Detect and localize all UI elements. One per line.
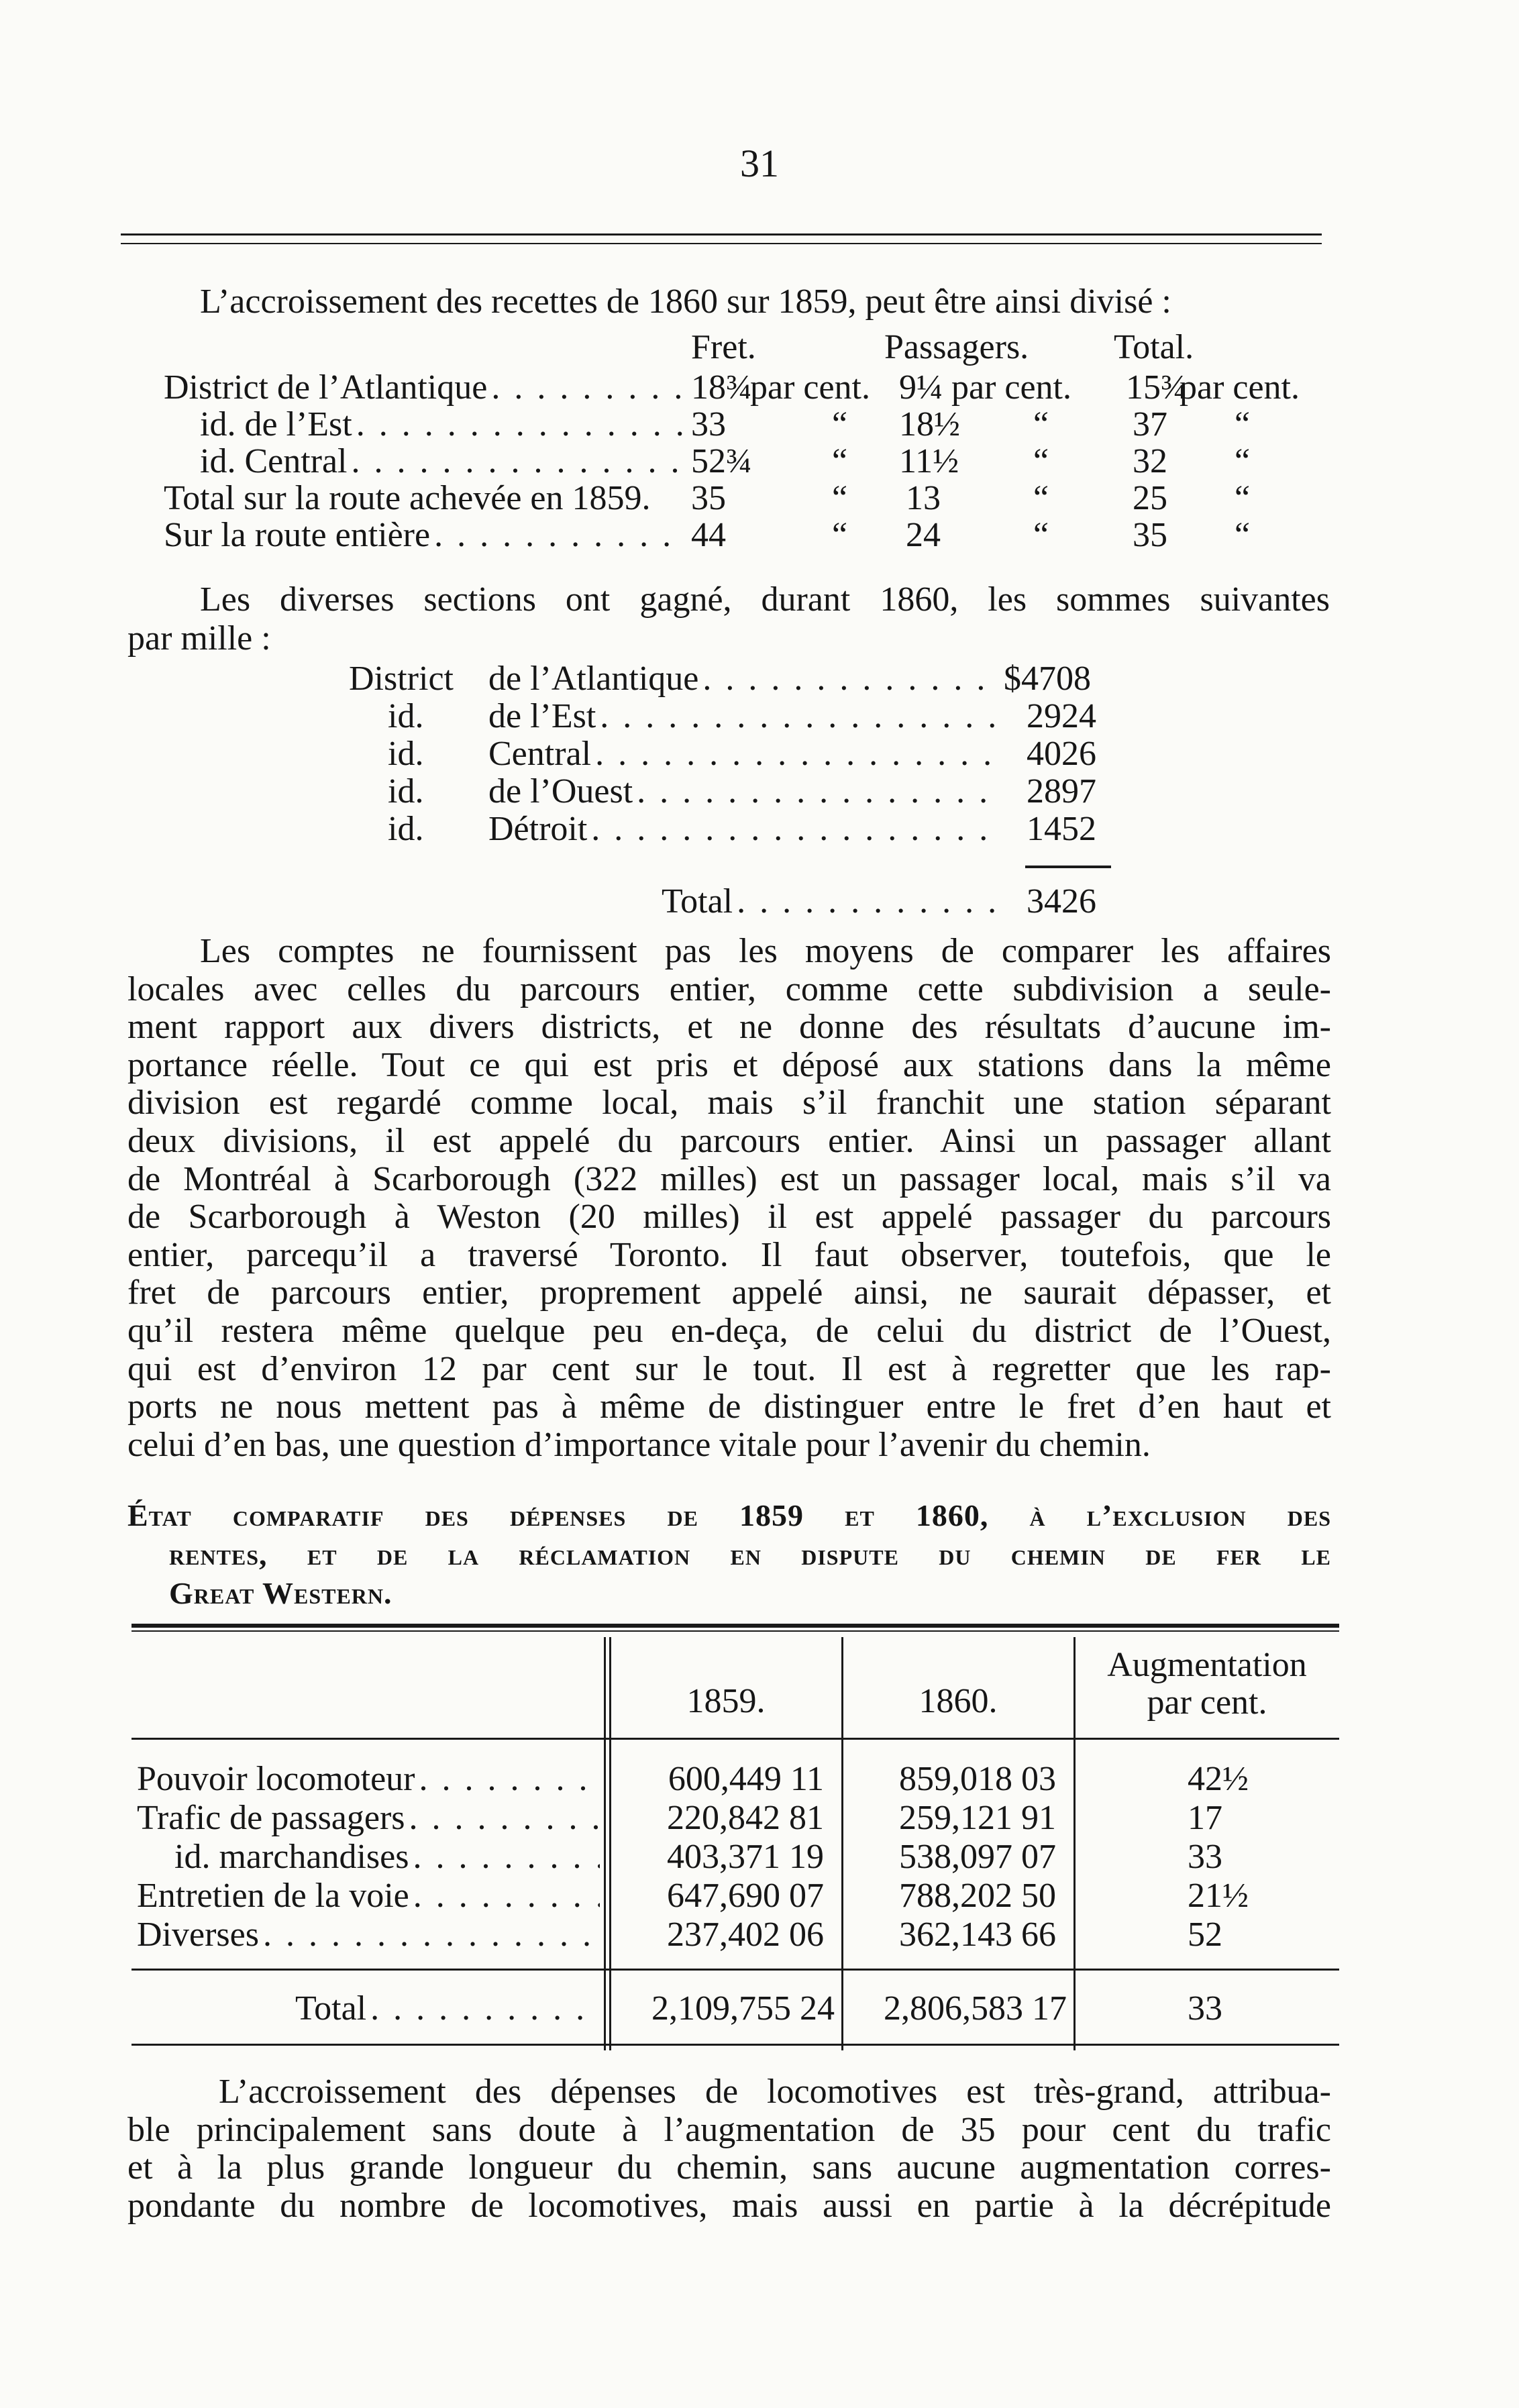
- sections-total-value: 3426: [1027, 882, 1096, 921]
- section-prefix: id.: [388, 810, 424, 848]
- expenses-row-1860: 788,202 50: [899, 1877, 1056, 1915]
- receipts-row-fret-unit: “: [832, 405, 848, 443]
- section-name: de l’Atlantique . . .: [488, 659, 998, 699]
- section-prefix: District: [349, 660, 454, 698]
- receipts-row-fret: 52¾: [691, 442, 752, 480]
- receipts-row-fret-unit: “: [832, 479, 848, 517]
- paragraph-line: ment rapport aux divers districts, et ne donne des résultats d’aucune im-: [127, 1008, 1331, 1047]
- paragraph-line: et à la plus grande longueur du chemin, sans aucune augmentation corres-: [127, 2149, 1331, 2187]
- paragraph-line: ble principalement sans doute à l’augmentation de 35 pour cent du trafic: [127, 2111, 1331, 2149]
- section-value: 1452: [1027, 810, 1096, 848]
- receipts-row-total: 37: [1133, 405, 1167, 443]
- expenses-row-1859: 403,371 19: [667, 1838, 824, 1876]
- expenses-header-1859: 1859.: [686, 1682, 766, 1720]
- paragraph-line: de Montréal à Scarborough (322 milles) est un passager local, mais s’il va: [127, 1160, 1331, 1198]
- paragraph-line: pondante du nombre de locomotives, mais aussi en partie à la décrépitude: [127, 2187, 1331, 2225]
- receipts-row-total-unit: “: [1235, 442, 1251, 480]
- receipts-header-fret: Fret.: [691, 328, 756, 366]
- expenses-row-1859: 600,449 11: [668, 1760, 824, 1798]
- expenses-row-aug: 17: [1188, 1799, 1222, 1837]
- expenses-row-1859: 237,402 06: [667, 1916, 824, 1954]
- receipts-row-label: id. Central . . .: [200, 441, 687, 482]
- receipts-row-total: 25: [1133, 479, 1167, 517]
- section-name: Central . . .: [488, 734, 998, 774]
- expenses-row-label: Pouvoir locomoteur . . .: [137, 1759, 600, 1799]
- heading-line-2: rentes, et de la réclamation en dispute du chemin de fer le: [169, 1537, 1332, 1571]
- receipts-row-label: District de l’Atlantique . . .: [164, 368, 687, 408]
- expenses-row-1859: 220,842 81: [667, 1799, 824, 1837]
- expenses-row-aug: 33: [1188, 1838, 1222, 1876]
- expenses-row-1860: 259,121 91: [899, 1799, 1056, 1837]
- receipts-row-fret: 33: [691, 405, 726, 443]
- receipts-row-passagers: 24: [906, 516, 941, 554]
- expenses-row-label: Entretien de la voie . . .: [137, 1876, 600, 1916]
- paragraph-line: qu’il restera même quelque peu en-deça, de celui du district de l’Ouest,: [127, 1312, 1331, 1350]
- expenses-top-rule: [132, 1624, 1339, 1628]
- sections-intro-line2: par mille :: [127, 619, 271, 658]
- expenses-total-label: Total . . .: [295, 1989, 600, 2029]
- sections-sum-rule: [1025, 866, 1111, 868]
- sections-total-label: Total . . .: [662, 882, 998, 922]
- expenses-row-1860: 859,018 03: [899, 1760, 1056, 1798]
- receipts-row-total-unit: “: [1235, 405, 1251, 443]
- expenses-total-rule: [132, 1969, 1339, 1971]
- expenses-col-line: [604, 1637, 606, 2050]
- section-value: 2924: [1027, 697, 1096, 735]
- expenses-row-label: Trafic de passagers . . .: [137, 1798, 600, 1838]
- paragraph-line: de Scarborough à Weston (20 milles) il est appelé passager du parcours: [127, 1198, 1331, 1237]
- section-name: de l’Est . . .: [488, 696, 998, 737]
- paragraph-line: deux divisions, il est appelé du parcours entier. Ainsi un passager allant: [127, 1122, 1331, 1160]
- paragraph-line: portance réelle. Tout ce qui est pris et déposé aux stations dans la même: [127, 1046, 1331, 1084]
- paragraph-line: celui d’en bas, une question d’importance vitale pour l’avenir du chemin.: [127, 1426, 1151, 1464]
- expenses-row-label: Diverses . . .: [137, 1915, 600, 1955]
- expenses-total-1860: 2,806,583 17: [884, 1989, 1067, 2028]
- expenses-row-aug: 52: [1188, 1916, 1222, 1954]
- paragraph-accroissement: [127, 2073, 1331, 2225]
- expenses-row-label: id. marchandises . . .: [174, 1837, 600, 1877]
- section-prefix: id.: [388, 735, 424, 773]
- section-value: $4708: [1004, 660, 1091, 698]
- section-value: 2897: [1027, 772, 1096, 810]
- receipts-row-pass-unit: “: [1033, 516, 1049, 554]
- receipts-row-label: id. de l’Est . . .: [200, 405, 687, 445]
- paragraph-line: locales avec celles du parcours entier, comme cette subdivision a seule-: [127, 970, 1331, 1008]
- receipts-row-pass-unit: “: [1033, 442, 1049, 480]
- expenses-row-1860: 538,097 07: [899, 1838, 1056, 1876]
- receipts-row-fret: 18¾: [691, 368, 752, 407]
- receipts-row-fret-unit: “: [832, 516, 848, 554]
- paragraph-line: ports ne nous mettent pas à même de distinguer entre le fret d’en haut et: [127, 1388, 1331, 1426]
- receipts-row-passagers: 13: [906, 479, 941, 517]
- paragraph-line: fret de parcours entier, proprement appelé ainsi, ne saurait dépasser, et: [127, 1274, 1331, 1312]
- paragraph-comptes: [127, 933, 1331, 1464]
- receipts-row-total-unit: par cent.: [1180, 368, 1300, 407]
- expenses-row-1859: 647,690 07: [667, 1877, 824, 1915]
- expenses-row-aug: 42½: [1188, 1760, 1249, 1798]
- receipts-row-fret-unit: par cent.: [750, 368, 871, 407]
- top-rule: [121, 233, 1322, 235]
- receipts-row-fret-unit: “: [832, 442, 848, 480]
- heading-line-3: Great Western.: [169, 1576, 392, 1610]
- expenses-row-1860: 362,143 66: [899, 1916, 1056, 1954]
- receipts-row-label: Sur la route entière . . .: [164, 515, 687, 556]
- expenses-row-aug: 21½: [1188, 1877, 1249, 1915]
- paragraph-line: L’accroissement des dépenses de locomotives est très-grand, attribua-: [219, 2073, 1331, 2111]
- receipts-row-passagers: 11½: [899, 442, 959, 480]
- expenses-total-aug: 33: [1188, 1989, 1222, 2028]
- receipts-header-passagers: Passagers.: [884, 328, 1029, 366]
- intro-sentence: L’accroissement des recettes de 1860 sur 1859, peut être ainsi divisé :: [200, 282, 1171, 321]
- expenses-col-line: [1073, 1637, 1076, 2050]
- receipts-row-total-unit: “: [1235, 479, 1251, 517]
- page-number: 31: [740, 142, 779, 185]
- top-rule-2: [121, 243, 1322, 244]
- expenses-heading: [127, 1496, 1331, 1613]
- receipts-row-passagers: 9¼: [899, 368, 943, 407]
- section-prefix: id.: [388, 697, 424, 735]
- receipts-row-label: Total sur la route achevée en 1859.: [164, 479, 651, 517]
- heading-line-1: État comparatif des dépenses de 1859 et 1860, à l’exclusion des: [127, 1498, 1331, 1532]
- receipts-row-fret: 35: [691, 479, 726, 517]
- receipts-row-fret: 44: [691, 516, 726, 554]
- expenses-bottom-rule: [132, 2044, 1339, 2046]
- expenses-header-parcent: par cent.: [1147, 1683, 1267, 1722]
- receipts-header-total: Total.: [1114, 328, 1194, 366]
- expenses-col-line: [841, 1637, 843, 2050]
- expenses-total-1859: 2,109,755 24: [651, 1989, 835, 2028]
- receipts-row-total: 15¾: [1126, 368, 1187, 407]
- paragraph-line: division est regardé comme local, mais s’il franchit une station séparant: [127, 1084, 1331, 1122]
- expenses-header-rule: [132, 1738, 1339, 1740]
- expenses-header-1860: 1860.: [919, 1682, 998, 1720]
- expenses-top-rule-2: [132, 1630, 1339, 1632]
- expenses-col-line: [609, 1637, 611, 2050]
- receipts-row-pass-unit: “: [1033, 405, 1049, 443]
- section-prefix: id.: [388, 772, 424, 810]
- section-name: de l’Ouest . . .: [488, 772, 998, 812]
- receipts-row-passagers: 18½: [899, 405, 960, 443]
- paragraph-line: entier, parcequ’il a traversé Toronto. Il faut observer, toutefois, que le: [127, 1236, 1331, 1274]
- paragraph-line: Les comptes ne fournissent pas les moyens de comparer les affaires: [200, 933, 1331, 970]
- receipts-row-pass-unit: par cent.: [951, 368, 1072, 407]
- receipts-row-total: 32: [1133, 442, 1167, 480]
- section-name: Détroit . . .: [488, 809, 998, 849]
- receipts-row-total-unit: “: [1235, 516, 1251, 554]
- section-value: 4026: [1027, 735, 1096, 773]
- receipts-row-total: 35: [1133, 516, 1167, 554]
- paragraph-line: qui est d’environ 12 par cent sur le tout. Il est à regretter que les rap-: [127, 1350, 1331, 1388]
- sections-intro-line1: Les diverses sections ont gagné, durant 1860, les sommes suivantes: [200, 580, 1330, 619]
- receipts-row-pass-unit: “: [1033, 479, 1049, 517]
- expenses-header-aug: Augmentation: [1107, 1646, 1307, 1684]
